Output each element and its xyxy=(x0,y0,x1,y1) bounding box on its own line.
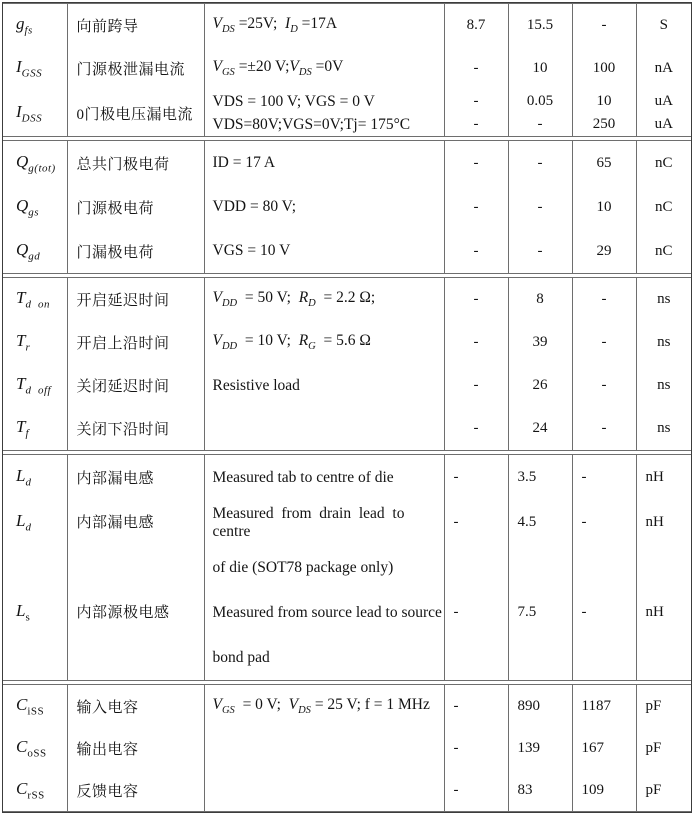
conditions-cell xyxy=(204,727,444,769)
table-row xyxy=(3,590,691,635)
param-name-cell: 开启上沿时间 xyxy=(67,321,204,364)
table-row xyxy=(3,500,691,545)
symbol-cell: $Q_{gs}$ xyxy=(3,185,67,229)
max-cell: - xyxy=(572,364,636,407)
typ-cell xyxy=(508,635,572,681)
symbol-cell: $C_{oSS}$ xyxy=(3,727,67,769)
param-name-cell: 内部漏电感 xyxy=(67,500,204,590)
conditions-cell: $V_{GS} = 0$ V; $V_{DS} = 25$ V; f = 1 MHz xyxy=(204,685,444,728)
conditions-cell: Measured from source lead to source xyxy=(204,590,444,635)
table-section-3 xyxy=(3,454,691,681)
min-cell: - xyxy=(444,185,508,229)
param-name-cell: 关闭下沿时间 xyxy=(67,407,204,451)
min-cell: - xyxy=(444,321,508,364)
symbol-cell: $C_{iSS}$ xyxy=(3,685,67,728)
typ-cell: 4.5 xyxy=(508,500,572,545)
max-cell: - xyxy=(572,590,636,635)
table-row xyxy=(3,321,691,364)
typ-cell: 15.5 xyxy=(508,4,572,48)
min-cell: - xyxy=(444,407,508,451)
max-cell: - xyxy=(572,407,636,451)
min-cell: - xyxy=(444,590,508,635)
symbol-cell: $L_s$ xyxy=(3,590,67,681)
conditions-cell: $V_{GS} =\pm 20$ $V;V_{DS} =0V$ xyxy=(204,47,444,90)
max-cell: 10 xyxy=(572,90,636,113)
conditions-cell xyxy=(204,407,444,451)
unit-cell: nC xyxy=(654,154,673,171)
param-name-cell: 输入电容 xyxy=(67,685,204,728)
table-row xyxy=(3,90,691,113)
min-cell: - xyxy=(444,364,508,407)
conditions-cell: Measured from drain lead to centre xyxy=(204,500,444,545)
unit-cell: ns xyxy=(657,420,671,436)
table-row xyxy=(3,185,691,229)
unit-cell: uA xyxy=(654,93,673,109)
table-row xyxy=(3,229,691,274)
symbol-cell: $T_{d off}$ xyxy=(3,364,67,407)
max-cell xyxy=(572,635,636,681)
conditions-cell: VDD = 80 V; xyxy=(204,185,444,229)
unit-cell: ns xyxy=(657,334,671,350)
max-cell: - xyxy=(572,321,636,364)
table-row xyxy=(3,769,691,812)
table-row xyxy=(3,407,691,451)
typ-cell: 26 xyxy=(508,364,572,407)
table-section-0 xyxy=(3,3,691,137)
table-section-4 xyxy=(3,684,691,812)
symbol-cell: $Q_{gd}$ xyxy=(3,229,67,274)
unit-cell: S xyxy=(659,17,668,33)
unit-cell: nC xyxy=(654,242,673,259)
table-row xyxy=(3,141,691,186)
symbol-cell: $L_d$ xyxy=(3,500,67,590)
typ-cell xyxy=(508,545,572,590)
typ-cell: 0.05 xyxy=(508,90,572,113)
param-name-cell: 内部漏电感 xyxy=(67,455,204,501)
max-cell: 29 xyxy=(572,229,636,274)
unit-cell: uA xyxy=(654,116,673,132)
typ-cell: 890 xyxy=(508,685,572,728)
symbol-cell: $C_{rSS}$ xyxy=(3,769,67,812)
conditions-cell: VDS = 100 V; VGS = 0 V xyxy=(204,90,444,113)
param-name-cell: 门漏极电荷 xyxy=(67,229,204,274)
param-name-cell: 0门极电压漏电流 xyxy=(67,90,204,137)
max-cell: - xyxy=(572,4,636,48)
min-cell xyxy=(444,635,508,681)
typ-cell: - xyxy=(508,229,572,274)
symbol-cell: $Q_{g(tot)}$ xyxy=(3,141,67,186)
symbol-cell: $T_r$ xyxy=(3,321,67,364)
typ-cell: 24 xyxy=(508,407,572,451)
min-cell: - xyxy=(444,769,508,812)
unit-cell: pF xyxy=(645,697,662,714)
min-cell: - xyxy=(444,90,508,113)
conditions-cell: Measured tab to centre of die xyxy=(204,455,444,501)
max-cell: 250 xyxy=(572,113,636,137)
max-cell xyxy=(572,545,636,590)
table-row xyxy=(3,47,691,90)
unit-cell xyxy=(636,635,691,681)
symbol-cell: $T_f$ xyxy=(3,407,67,451)
min-cell xyxy=(444,545,508,590)
conditions-cell: Resistive load xyxy=(204,364,444,407)
min-cell: - xyxy=(444,685,508,728)
typ-cell: 139 xyxy=(508,727,572,769)
table-section-2 xyxy=(3,277,691,451)
max-cell: 65 xyxy=(572,141,636,186)
typ-cell: 7.5 xyxy=(508,590,572,635)
max-cell: - xyxy=(572,500,636,545)
table-row xyxy=(3,455,691,501)
table-row xyxy=(3,278,691,322)
conditions-cell xyxy=(204,769,444,812)
max-cell: - xyxy=(572,455,636,501)
table-row xyxy=(3,364,691,407)
table-row xyxy=(3,685,691,728)
min-cell: 8.7 xyxy=(444,4,508,48)
param-name-cell: 输出电容 xyxy=(67,727,204,769)
param-name-cell: 反馈电容 xyxy=(67,769,204,812)
max-cell: 100 xyxy=(572,47,636,90)
min-cell: - xyxy=(444,229,508,274)
symbol-cell: $I_{DSS}$ xyxy=(3,90,67,137)
unit-cell: pF xyxy=(645,781,662,798)
max-cell: 1187 xyxy=(572,685,636,728)
unit-cell xyxy=(636,545,691,590)
unit-cell: nH xyxy=(645,514,664,530)
conditions-cell: of die (SOT78 package only) xyxy=(204,545,444,590)
min-cell: - xyxy=(444,47,508,90)
typ-cell: 3.5 xyxy=(508,455,572,501)
unit-cell: pF xyxy=(645,739,662,756)
table-row xyxy=(3,727,691,769)
unit-cell: ns xyxy=(657,291,671,307)
table-row xyxy=(3,4,691,48)
min-cell: - xyxy=(444,141,508,186)
max-cell: 10 xyxy=(572,185,636,229)
min-cell: - xyxy=(444,727,508,769)
conditions-cell: $V_{DD} = 50$ V; $R_D = 2.2$ Ω; xyxy=(204,278,444,322)
typ-cell: 39 xyxy=(508,321,572,364)
param-name-cell: 总共门极电荷 xyxy=(67,141,204,186)
datasheet-table xyxy=(2,2,692,813)
typ-cell: - xyxy=(508,141,572,186)
typ-cell: 10 xyxy=(508,47,572,90)
typ-cell: 8 xyxy=(508,278,572,322)
conditions-cell: $V_{DS} =25V$; $I_D =17A$ xyxy=(204,4,444,48)
symbol-cell: $I_{GSS}$ xyxy=(3,47,67,90)
min-cell: - xyxy=(444,113,508,137)
conditions-cell: VDS=80V;VGS=0V;Tj= 175°C xyxy=(204,113,444,137)
table-section-1 xyxy=(3,140,691,274)
symbol-cell: $T_{d on}$ xyxy=(3,278,67,322)
typ-cell: - xyxy=(508,113,572,137)
symbol-cell: $g_{fs}$ xyxy=(3,4,67,48)
unit-cell: nH xyxy=(645,469,664,485)
param-name-cell: 门源极泄漏电流 xyxy=(67,47,204,90)
typ-cell: - xyxy=(508,185,572,229)
unit-cell: ns xyxy=(657,377,671,393)
param-name-cell: 门源极电荷 xyxy=(67,185,204,229)
unit-cell: nH xyxy=(645,604,664,620)
typ-cell: 83 xyxy=(508,769,572,812)
unit-cell: nC xyxy=(654,198,673,215)
conditions-cell: VGS = 10 V xyxy=(204,229,444,274)
symbol-cell: $L_d$ xyxy=(3,455,67,501)
conditions-cell: bond pad xyxy=(204,635,444,681)
unit-cell: nA xyxy=(654,60,673,76)
param-name-cell: 内部源极电感 xyxy=(67,590,204,681)
param-name-cell: 关闭延迟时间 xyxy=(67,364,204,407)
conditions-cell: ID = 17 A xyxy=(204,141,444,186)
max-cell: 167 xyxy=(572,727,636,769)
param-name-cell: 开启延迟时间 xyxy=(67,278,204,322)
min-cell: - xyxy=(444,278,508,322)
min-cell: - xyxy=(444,455,508,501)
min-cell: - xyxy=(444,500,508,545)
param-name-cell: 向前跨导 xyxy=(67,4,204,48)
max-cell: 109 xyxy=(572,769,636,812)
conditions-cell: $V_{DD} = 10$ V; $R_G = 5.6$ Ω xyxy=(204,321,444,364)
max-cell: - xyxy=(572,278,636,322)
